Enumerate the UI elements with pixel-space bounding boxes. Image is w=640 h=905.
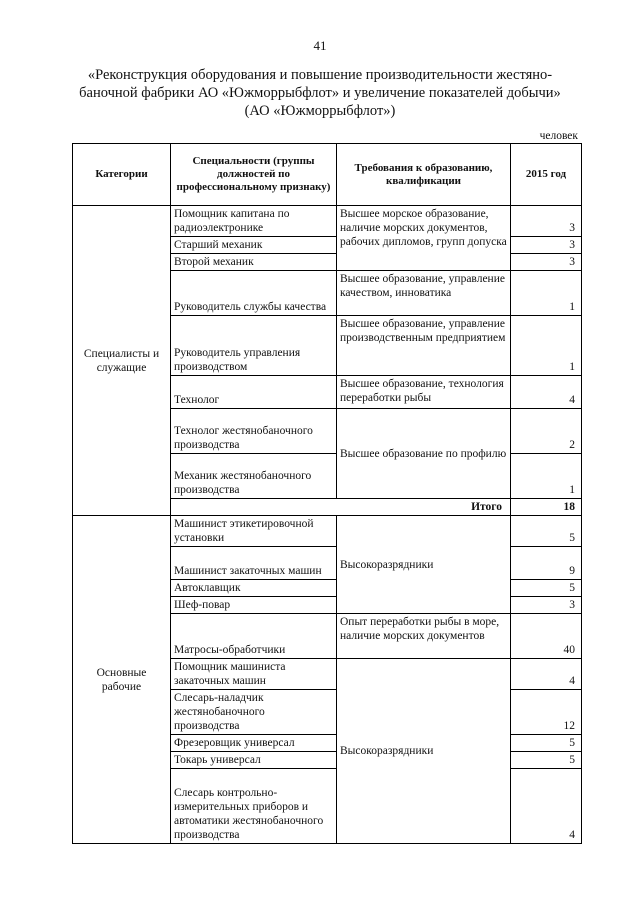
total-label: Итого [171,499,511,516]
value-cell: 5 [511,580,582,597]
specialty-cell: Технолог жестянобаночного производства [171,409,337,454]
specialty-cell: Руководитель управления производством [171,316,337,376]
requirements-cell: Высшее образование, управление качеством, инноватика [337,271,511,316]
value-cell: 4 [511,659,582,690]
staffing-table [72,143,582,844]
value-cell: 1 [511,316,582,376]
specialty-cell: Руководитель службы качества [171,271,337,316]
table-row [73,516,582,547]
header-requirements: Требования к образованию, квалификации [337,144,511,206]
table-row [73,206,582,237]
value-cell: 12 [511,690,582,735]
value-cell: 3 [511,237,582,254]
value-cell: 3 [511,206,582,237]
value-cell: 3 [511,597,582,614]
specialty-cell: Старший механик [171,237,337,254]
specialty-cell: Машинист этикетировочной установки [171,516,337,547]
title-line-3: (АО «Южморрыбфлот») [244,103,396,119]
requirements-cell: Высокоразрядники [337,659,511,844]
specialty-cell: Машинист закаточных машин [171,547,337,580]
requirements-cell: Высшее образование, управление производственным предприятием [337,316,511,376]
specialty-cell: Второй механик [171,254,337,271]
title-line-2: баночной фабрики АО «Южморрыбфлот» и увеличение показателей добычи» [79,85,561,101]
value-cell: 9 [511,547,582,580]
value-cell: 4 [511,769,582,844]
value-cell: 4 [511,376,582,409]
requirements-cell: Высшее образование по профилю [337,409,511,499]
specialty-cell: Автоклавщик [171,580,337,597]
category-cell: Основные рабочие [73,516,171,844]
value-cell: 5 [511,752,582,769]
value-cell: 5 [511,735,582,752]
value-cell: 5 [511,516,582,547]
value-cell: 2 [511,409,582,454]
header-row [73,144,582,206]
specialty-cell: Матросы-обработчики [171,614,337,659]
requirements-cell: Высокоразрядники [337,516,511,614]
specialty-cell: Фрезеровщик универсал [171,735,337,752]
page-number: 41 [313,38,327,53]
requirements-cell: Высшее образование, технология переработки рыбы [337,376,511,409]
requirements-cell: Высшее морское образование, наличие морских документов, рабочих дипломов, групп допуска [337,206,511,271]
specialty-cell: Механик жестянобаночного производства [171,454,337,499]
unit-label: человек [539,130,578,142]
header-specialty: Специальности (группы должностей по профессиональному признаку) [171,144,337,206]
total-value: 18 [511,499,582,516]
specialty-cell: Слесарь-наладчик жестянобаночного производства [171,690,337,735]
document-title [60,66,580,120]
title-line-1: «Реконструкция оборудования и повышение производительности жестяно- [87,67,553,83]
specialty-cell: Токарь универсал [171,752,337,769]
value-cell: 1 [511,454,582,499]
specialty-cell: Шеф-повар [171,597,337,614]
value-cell: 3 [511,254,582,271]
value-cell: 1 [511,271,582,316]
requirements-cell: Опыт переработки рыбы в море, наличие морских документов [337,614,511,659]
value-cell: 40 [511,614,582,659]
specialty-cell: Слесарь контрольно-измерительных приборов и автоматики жестянобаночного производства [171,769,337,844]
header-year: 2015 год [511,144,582,206]
header-category: Категории [73,144,171,206]
specialty-cell: Технолог [171,376,337,409]
category-cell: Специалисты и служащие [73,206,171,516]
specialty-cell: Помощник капитана по радиоэлектронике [171,206,337,237]
specialty-cell: Помощник машиниста закаточных машин [171,659,337,690]
